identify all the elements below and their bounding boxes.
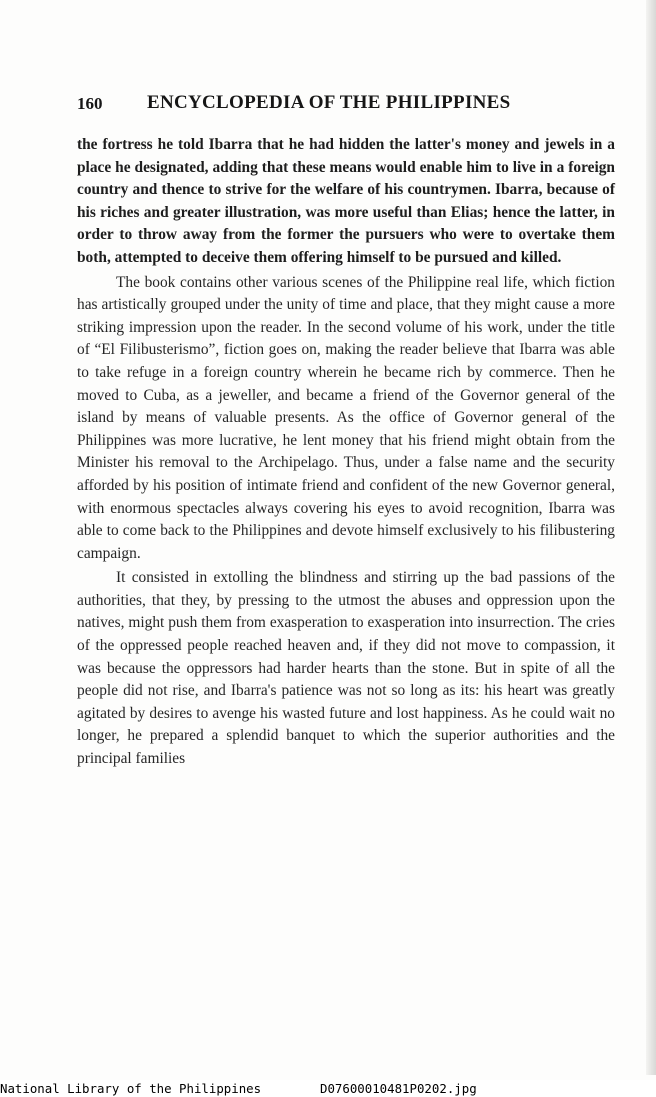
page-header [77,90,547,120]
scan-footer [0,1080,656,1097]
paragraph-1: the fortress he told Ibarra that he had hidden the latter's money and jewels in a place he designated, adding that these means would enable him to live in a foreign country and thence to strive for the welfare of his countrymen. Ibarra, because of his riches and greater illustration, was more useful than Elias; hence the latter, in order to throw away from the former the pursuers who were to overtake them both, attempted to deceive them offering himself to be pursued and killed. [77,136,615,266]
body-text [77,134,615,771]
running-title: ENCYCLOPEDIA OF THE PHILIPPINES [147,92,511,113]
page-edge-shadow [646,0,656,1075]
library-name: National Library of the Philippines [0,1081,262,1096]
paragraph-2: The book contains other various scenes of the Philippine real life, which fiction has artistically grouped under the unity of time and place, that they might cause a more striking impression upon the reader. In the second volume of his work, under the title of “El Filibusterismo”, fiction goes on, making the reader believe that Ibarra was able to take refuge in a foreign country wherein he became rich by commerce. Then he moved to Cuba, as a jeweller, and became a friend of the Governor general of the island by means of valuable presents. As the office of Governor general of the Philippines was more lucrative, he lent money that his friend might obtain from the Minister his removal to the Archipelago. Thus, under a false name and the security afforded by his position of intimate friend and confident of the new Governor general, with enormous spectacles always covering his eyes to avoid recognition, Ibarra was able to come back to the Philippines and devote himself exclusively to his filibustering campaign. [77,273,615,562]
paragraph-3: It consisted in extolling the blindness and stirring up the bad passions of the authorities, that they, by pressing to the utmost the abuses and oppression upon the natives, might push them from exasperation to exasperation into insurrection. The cries of the oppressed people reached heaven and, if they did not move to compassion, it was because the oppressors had harder hearts than the stone. But in spite of all the people did not rise, and Ibarra's patience was not so long as its: his heart was greatly agitated by desires to avenge his wasted future and lost happiness. As he could wait no longer, he prepared a splendid banquet to which the superior authorities and the principal families [77,569,615,768]
file-id: D07600010481P0202.jpg [320,1081,477,1096]
page-number: 160 [77,94,103,113]
